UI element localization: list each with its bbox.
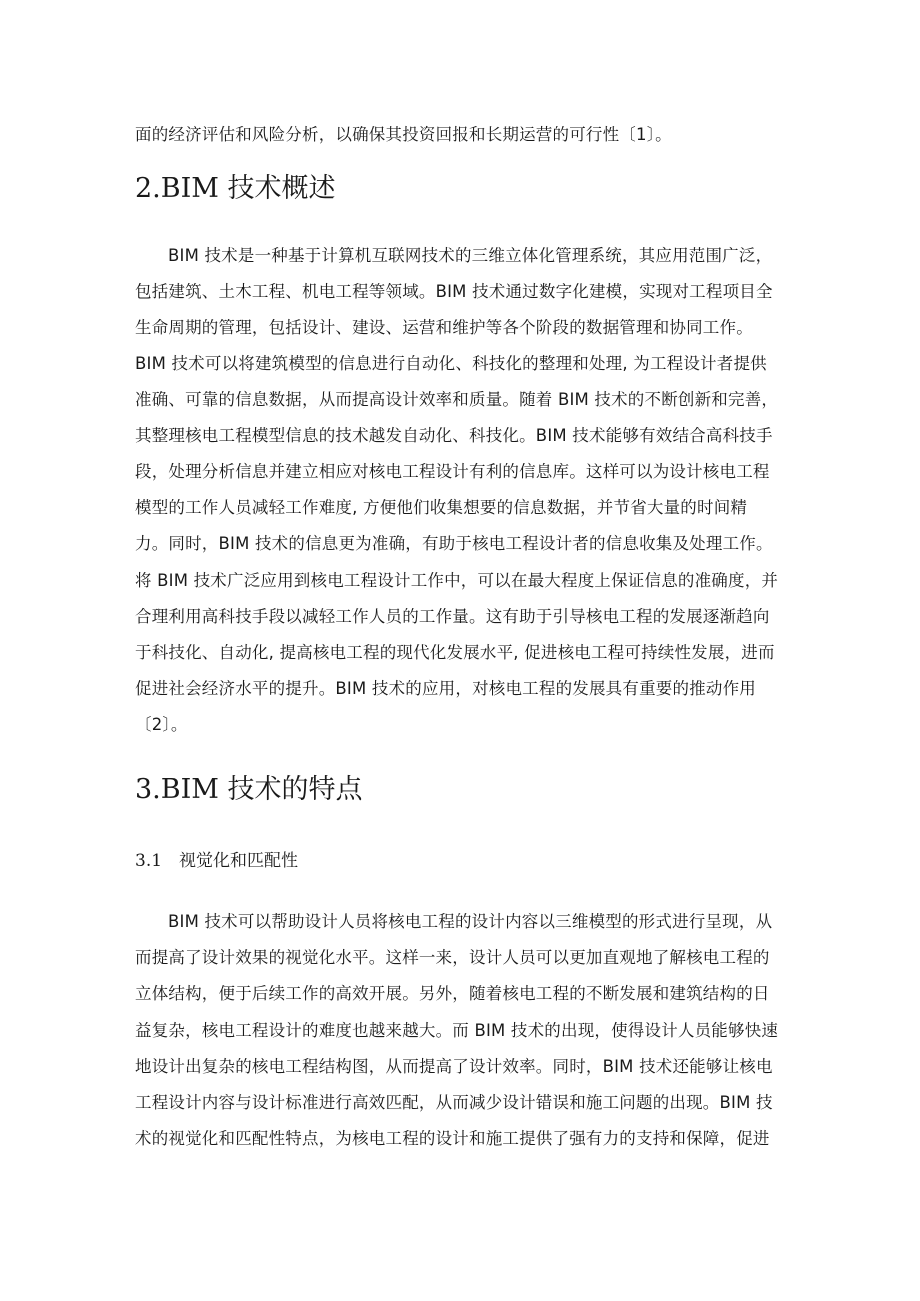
paragraph-line: 段，处理分析信息并建立相应对核电工程设计有利的信息库。这样可以为设计核电工程 (135, 462, 770, 481)
section-heading-2: 2.BIM 技术概述 (135, 173, 336, 204)
paragraph-line: 模型的工作人员减轻工作难度, 方便他们收集想要的信息数据，并节省大量的时间精 (135, 498, 748, 517)
paragraph-line: BIM 技术是一种基于计算机互联网技术的三维立体化管理系统，其应用范围广泛， (168, 246, 773, 265)
paragraph-line: BIM 技术可以帮助设计人员将核电工程的设计内容以三维模型的形式进行呈现，从 (168, 912, 773, 931)
paragraph-line: BIM 技术可以将建筑模型的信息进行自动化、科技化的整理和处理, 为工程设计者提供 (135, 354, 767, 373)
paragraph-line: 〔2〕。 (135, 715, 188, 734)
paragraph-line: 将 BIM 技术广泛应用到核电工程设计工作中，可以在最大程度上保证信息的准确度，并 (135, 571, 779, 590)
paragraph-line: 生命周期的管理，包括设计、建设、运营和维护等各个阶段的数据管理和协同工作。 (135, 318, 753, 337)
paragraph-line: 工程设计内容与设计标准进行高效匹配，从而减少设计错误和施工问题的出现。BIM 技 (135, 1093, 773, 1112)
paragraph-line: 而提高了设计效果的视觉化水平。这样一来，设计人员可以更加直观地了解核电工程的 (135, 948, 770, 967)
paragraph-line: 面的经济评估和风险分析，以确保其投资回报和长期运营的可行性〔1〕。 (135, 125, 672, 144)
paragraph-line: 益复杂，核电工程设计的难度也越来越大。而 BIM 技术的出现，使得设计人员能够快速 (135, 1021, 779, 1040)
paragraph-line: 促进社会经济水平的提升。BIM 技术的应用，对核电工程的发展具有重要的推动作用 (135, 679, 756, 698)
subsection-heading-3-1: 3.1 视觉化和匹配性 (135, 851, 299, 871)
paragraph-line: 包括建筑、土木工程、机电工程等领域。BIM 技术通过数字化建模，实现对工程项目全 (135, 282, 773, 301)
section-heading-3: 3.BIM 技术的特点 (135, 774, 363, 805)
paragraph-line: 地设计出复杂的核电工程结构图，从而提高了设计效率。同时，BIM 技术还能够让核电 (135, 1057, 773, 1076)
paragraph-line: 立体结构，便于后续工作的高效开展。另外，随着核电工程的不断发展和建筑结构的日 (135, 984, 770, 1003)
paragraph-line: 于科技化、自动化, 提高核电工程的现代化发展水平, 促进核电工程可持续性发展，进而 (135, 643, 775, 662)
paragraph-line: 其整理核电工程模型信息的技术越发自动化、科技化。BIM 技术能够有效结合高科技手 (135, 426, 773, 445)
paragraph-line: 准确、可靠的信息数据，从而提高设计效率和质量。随着 BIM 技术的不断创新和完善， (135, 390, 779, 409)
paragraph-line: 合理利用高科技手段以减轻工作人员的工作量。这有助于引导核电工程的发展逐渐趋向 (135, 607, 770, 626)
paragraph-line: 力。同时，BIM 技术的信息更为准确，有助于核电工程设计者的信息收集及处理工作。 (135, 534, 773, 553)
paragraph-line: 术的视觉化和匹配性特点，为核电工程的设计和施工提供了强有力的支持和保障，促进 (135, 1129, 770, 1148)
